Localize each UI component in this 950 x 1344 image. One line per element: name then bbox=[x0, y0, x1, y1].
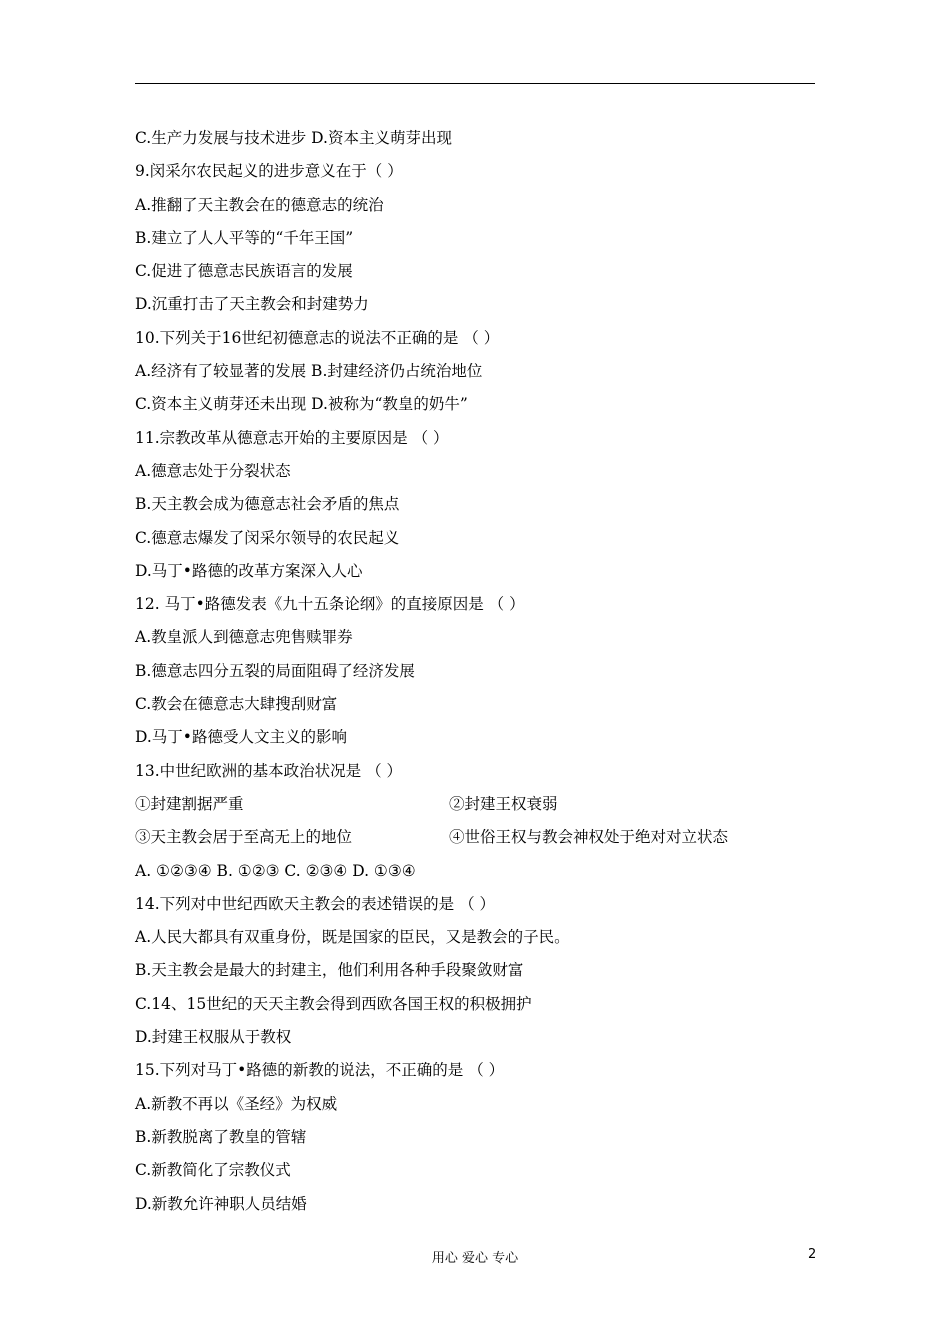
question-10: 10.下列关于16世纪初德意志的说法不正确的是 （ ） bbox=[135, 328, 500, 347]
option-line: D.沉重打击了天主教会和封建势力 bbox=[135, 295, 369, 314]
question-11: 11.宗教改革从德意志开始的主要原因是 （ ） bbox=[135, 428, 449, 447]
statement-row bbox=[135, 788, 825, 821]
question-12: 12. 马丁•路德发表《九十五条论纲》的直接原因是 （ ） bbox=[135, 595, 525, 614]
footer-motto: 用心 爱心 专心 bbox=[431, 1251, 519, 1266]
option-line: C.德意志爆发了闵采尔领导的农民起义 bbox=[135, 528, 400, 547]
option-line: B.德意志四分五裂的局面阻碍了经济发展 bbox=[135, 661, 415, 680]
option-line: A.人民大都具有双重身份，既是国家的臣民，又是教会的子民。 bbox=[135, 928, 570, 947]
statement-row bbox=[135, 821, 825, 854]
option-line: C.14、15世纪的天天主教会得到西欧各国王权的积极拥护 bbox=[135, 994, 532, 1013]
statement-2: ②封建王权衰弱 bbox=[449, 794, 558, 813]
option-line: C.资本主义萌芽还未出现 D.被称为“教皇的奶牛” bbox=[135, 395, 468, 414]
option-line: B.新教脱离了教皇的管辖 bbox=[135, 1127, 307, 1146]
option-line: A.德意志处于分裂状态 bbox=[135, 461, 291, 480]
option-line: A.新教不再以《圣经》为权威 bbox=[135, 1094, 338, 1113]
option-line: C.教会在德意志大肆搜刮财富 bbox=[135, 695, 338, 714]
option-line: D.新教允许神职人员结婚 bbox=[135, 1194, 307, 1213]
option-line: A.推翻了天主教会在的德意志的统治 bbox=[135, 195, 384, 214]
page-number: 2 bbox=[808, 1247, 817, 1262]
option-line: D.马丁•路德的改革方案深入人心 bbox=[135, 561, 363, 580]
statement-3: ③天主教会居于至高无上的地位 bbox=[135, 828, 353, 847]
text-line: C.生产力发展与技术进步 D.资本主义萌芽出现 bbox=[135, 129, 452, 147]
statement-4: ④世俗王权与教会神权处于绝对对立状态 bbox=[449, 828, 729, 847]
statement-1: ①封建割据严重 bbox=[135, 794, 244, 813]
option-line: A. ①②③④ B. ①②③ C. ②③④ D. ①③④ bbox=[135, 861, 416, 880]
option-line: B.天主教会是最大的封建主，他们利用各种手段聚敛财富 bbox=[135, 961, 524, 980]
option-line: B.建立了人人平等的“千年王国” bbox=[135, 228, 354, 247]
question-14: 14.下列对中世纪西欧天主教会的表述错误的是 （ ） bbox=[135, 894, 496, 913]
option-line: D.封建王权服从于教权 bbox=[135, 1028, 292, 1047]
option-line: B.天主教会成为德意志社会矛盾的焦点 bbox=[135, 495, 400, 514]
question-15: 15.下列对马丁•路德的新教的说法，不正确的是 （ ） bbox=[135, 1061, 505, 1080]
question-list bbox=[135, 122, 825, 1221]
question-13: 13.中世纪欧洲的基本政治状况是 （ ） bbox=[135, 761, 403, 780]
option-line: A.教皇派人到德意志兜售赎罪券 bbox=[135, 628, 353, 647]
option-line: C.新教简化了宗教仪式 bbox=[135, 1161, 291, 1180]
option-line: D.马丁•路德受人文主义的影响 bbox=[135, 728, 347, 747]
option-line: C.促进了德意志民族语言的发展 bbox=[135, 262, 353, 281]
header-rule bbox=[135, 83, 815, 84]
option-line: A.经济有了较显著的发展 B.封建经济仍占统治地位 bbox=[135, 362, 483, 381]
question-9: 9.闵采尔农民起义的进步意义在于（ ） bbox=[135, 162, 403, 181]
